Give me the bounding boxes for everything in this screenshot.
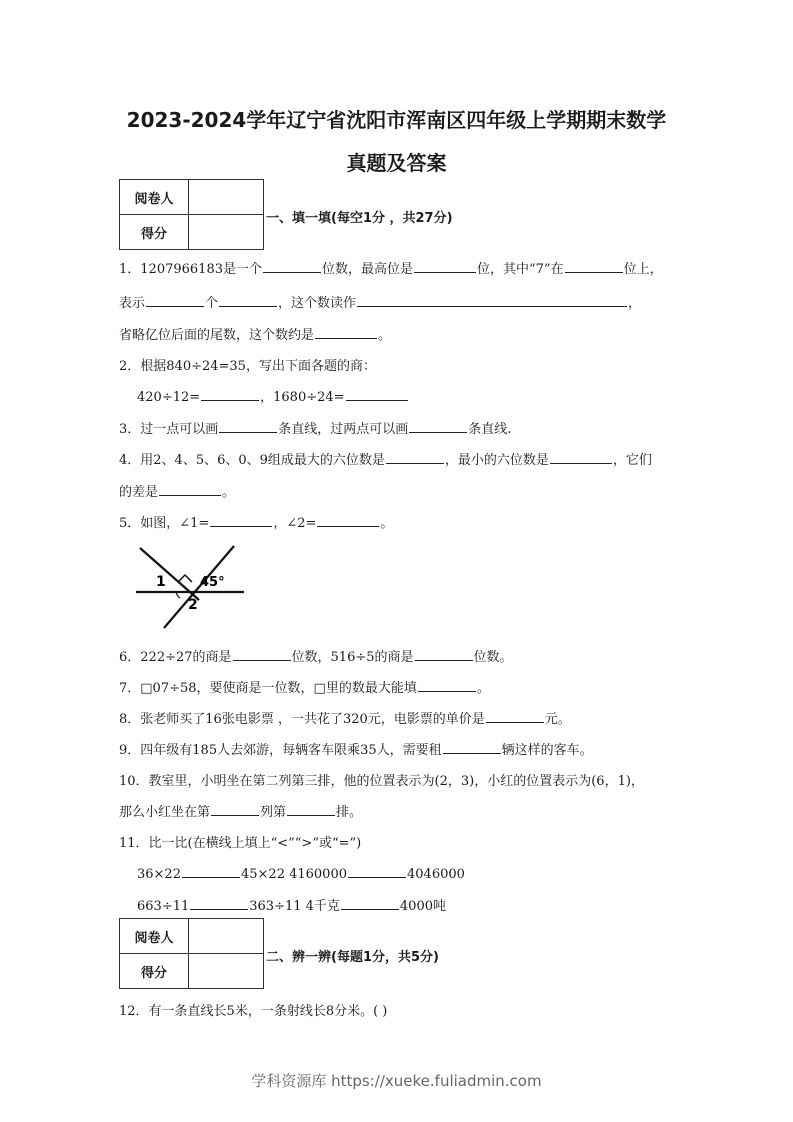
question-9: 9．四年级有185人去郊游，每辆客车限乘35人，需要租 辆这样的客车。 bbox=[119, 739, 593, 758]
question-11: 11．比一比(在横线上填上“<”“>”或“=”) bbox=[119, 836, 362, 851]
question-6: 6．222÷27的商是 位数，516÷5的商是 位数。 bbox=[119, 646, 513, 665]
reviewer-box[interactable] bbox=[189, 180, 264, 215]
answer-blank[interactable] bbox=[443, 740, 501, 754]
answer-blank[interactable] bbox=[210, 513, 272, 527]
reviewer-box[interactable] bbox=[189, 919, 264, 954]
answer-blank[interactable] bbox=[357, 293, 627, 307]
question-4-line2: 的差是 。 bbox=[119, 481, 235, 500]
document-title-line1: 2023-2024学年辽宁省沈阳市浑南区四年级上学期期末数学 bbox=[126, 108, 667, 132]
answer-blank[interactable] bbox=[346, 387, 408, 401]
angle-figure bbox=[134, 542, 246, 630]
answer-blank[interactable] bbox=[486, 709, 544, 723]
answer-blank[interactable] bbox=[219, 293, 277, 307]
angle-45-label: 45° bbox=[200, 575, 225, 590]
answer-blank[interactable] bbox=[159, 482, 221, 496]
question-1-line3: 省略亿位后面的尾数，这个数约是 。 bbox=[119, 324, 391, 343]
answer-blank[interactable] bbox=[201, 387, 259, 401]
score-box[interactable] bbox=[189, 954, 264, 989]
answer-blank[interactable] bbox=[565, 259, 623, 273]
section-heading-1: 一、填一填(每空1分 ，共27分) bbox=[266, 211, 453, 226]
question-3: 3．过一点可以画 条直线，过两点可以画 条直线. bbox=[119, 418, 511, 437]
question-7: 7．□07÷58，要使商是一位数，□里的数最大能填 。 bbox=[119, 677, 490, 696]
answer-blank[interactable] bbox=[287, 802, 335, 816]
reviewer-label: 阅卷人 bbox=[120, 919, 189, 954]
question-12: 12．有一条直线长5米，一条射线长8分米。( ) bbox=[119, 1004, 388, 1019]
answer-blank[interactable] bbox=[315, 325, 377, 339]
angle-1-label: 1 bbox=[156, 574, 166, 590]
answer-blank[interactable] bbox=[190, 896, 248, 910]
question-4-line1: 4．用2、4、5、6、0、9组成最大的六位数是 ，最小的六位数是 ，它们 bbox=[119, 449, 652, 468]
answer-blank[interactable] bbox=[550, 450, 612, 464]
answer-blank[interactable] bbox=[348, 864, 406, 878]
answer-blank[interactable] bbox=[414, 259, 476, 273]
score-label: 得分 bbox=[120, 954, 189, 989]
question-10-line1: 10．教室里，小明坐在第二列第三排，他的位置表示为(2，3)，小红的位置表示为(6，1)， bbox=[119, 774, 644, 789]
question-2: 2．根据840÷24=35，写出下面各题的商： bbox=[119, 359, 376, 374]
question-1-line2: 表示 个 ，这个数读作 ， bbox=[119, 292, 641, 311]
answer-blank[interactable] bbox=[415, 647, 473, 661]
question-11-row1: 36×22 45×22 4160000 4046000 bbox=[137, 864, 465, 882]
answer-blank[interactable] bbox=[263, 259, 321, 273]
document-title-line2: 真题及答案 bbox=[346, 151, 447, 175]
answer-blank[interactable] bbox=[386, 450, 444, 464]
answer-blank[interactable] bbox=[233, 647, 291, 661]
question-5: 5．如图，∠1= ，∠2= 。 bbox=[119, 512, 393, 531]
answer-blank[interactable] bbox=[219, 419, 277, 433]
answer-blank[interactable] bbox=[146, 293, 204, 307]
answer-blank[interactable] bbox=[418, 678, 476, 692]
question-11-row2: 663÷11 363÷11 4千克 4000吨 bbox=[137, 895, 446, 914]
score-label: 得分 bbox=[120, 215, 189, 250]
grader-table-2 bbox=[119, 918, 264, 989]
question-10-line2: 那么小红坐在第 列第 排。 bbox=[119, 801, 362, 820]
score-box[interactable] bbox=[189, 215, 264, 250]
answer-blank[interactable] bbox=[211, 802, 259, 816]
question-2-items: 420÷12= ，1680÷24= bbox=[137, 386, 409, 405]
grader-table-1 bbox=[119, 179, 264, 250]
angle-2-label: 2 bbox=[188, 597, 198, 613]
question-8: 8．张老师买了16张电影票 ，一共花了320元，电影票的单价是 元。 bbox=[119, 708, 571, 727]
question-1-line1: 1．1207966183是一个 位数，最高位是 位，其中“7”在 位上， bbox=[119, 258, 663, 277]
footer-watermark: 学科资源库 https://xueke.fuliadmin.com bbox=[251, 1072, 542, 1090]
answer-blank[interactable] bbox=[182, 864, 240, 878]
section-heading-2: 二、辨一辨(每题1分，共5分) bbox=[266, 950, 439, 965]
reviewer-label: 阅卷人 bbox=[120, 180, 189, 215]
right-angle-mark bbox=[178, 575, 192, 582]
answer-blank[interactable] bbox=[409, 419, 467, 433]
answer-blank[interactable] bbox=[341, 896, 399, 910]
answer-blank[interactable] bbox=[317, 513, 379, 527]
